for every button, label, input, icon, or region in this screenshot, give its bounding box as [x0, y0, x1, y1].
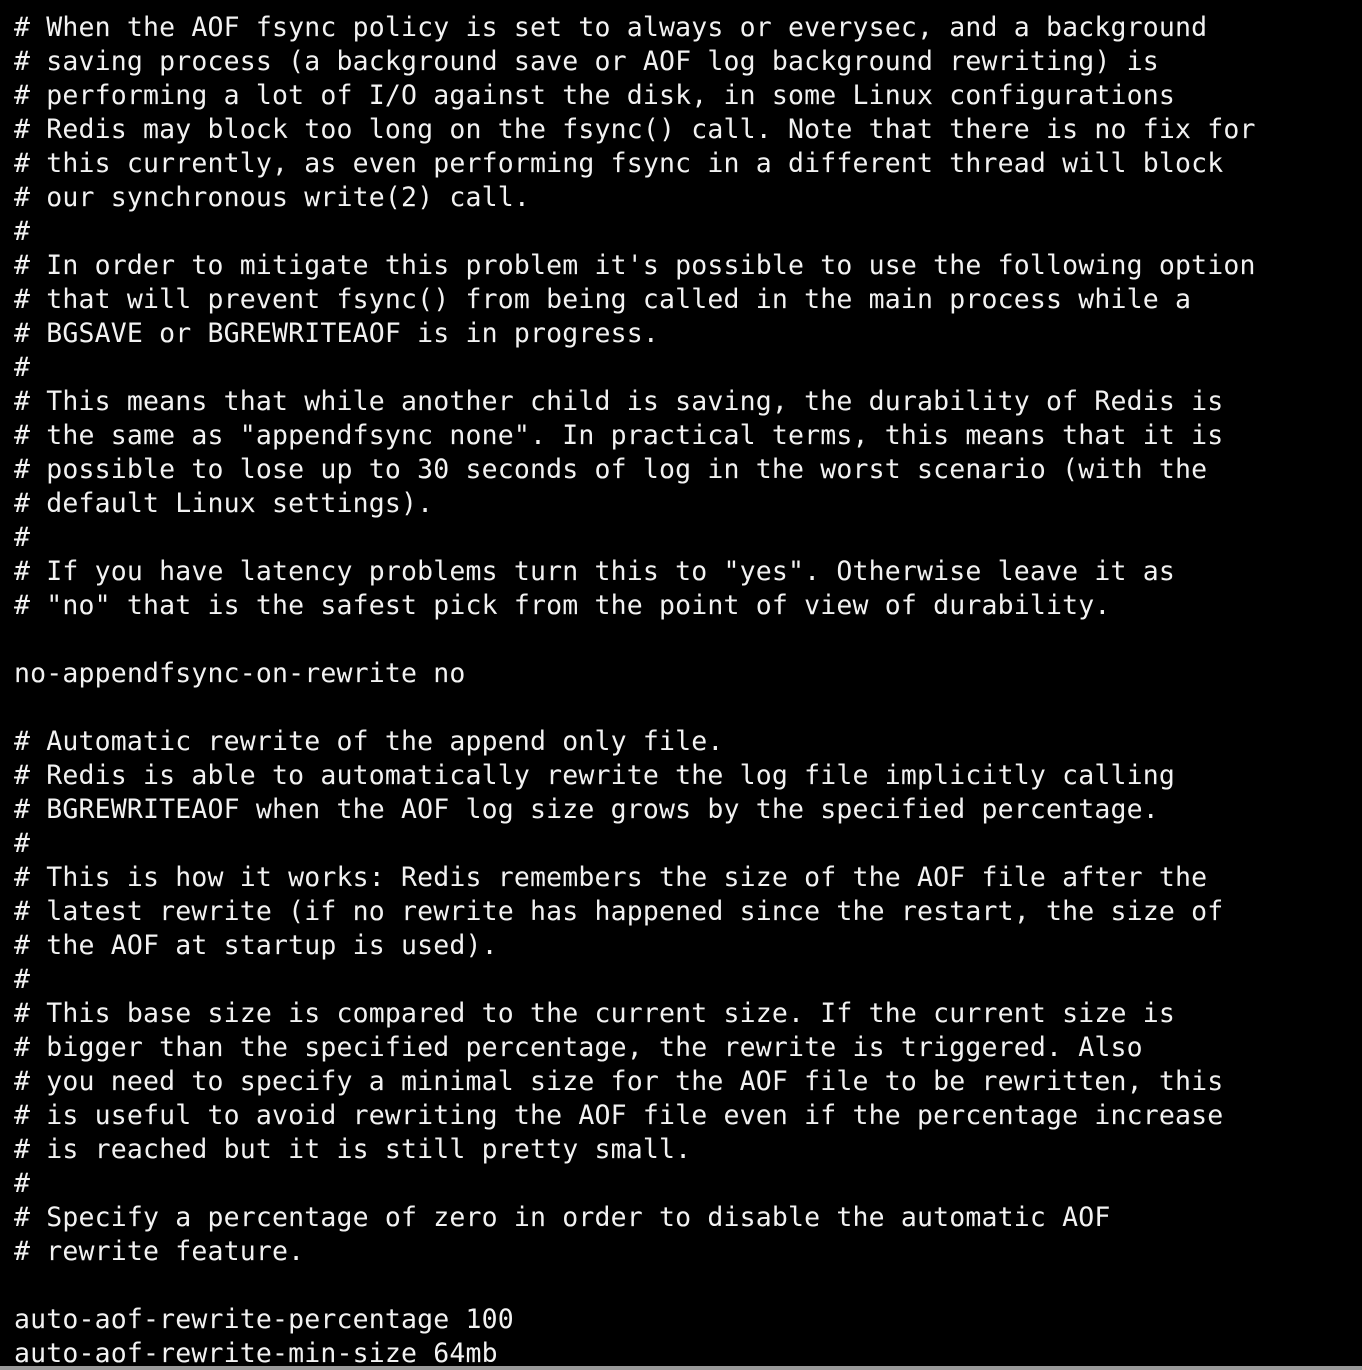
text-line: # that will prevent fsync() from being called in the main process while a [14, 284, 1192, 315]
text-line: # [14, 216, 31, 247]
text-line: # bigger than the specified percentage, the rewrite is triggered. Also [14, 1032, 1143, 1063]
text-line: # Redis may block too long on the fsync() call. Note that there is no fix for [14, 114, 1256, 145]
blank-line [14, 691, 1256, 725]
text-line: # rewrite feature. [14, 1236, 305, 1267]
text-line: # [14, 1168, 31, 1199]
config-directive-auto-aof-rewrite-min-size: auto-aof-rewrite-min-size 64mb [14, 1338, 498, 1366]
config-file-text[interactable] [14, 11, 1256, 1366]
text-line: # This base size is compared to the current size. If the current size is [14, 998, 1175, 1029]
text-line: # Automatic rewrite of the append only file. [14, 726, 724, 757]
text-line: # [14, 828, 31, 859]
text-line: # this currently, as even performing fsync in a different thread will block [14, 148, 1224, 179]
text-line: # is useful to avoid rewriting the AOF file even if the percentage increase [14, 1100, 1224, 1131]
text-line: # [14, 964, 31, 995]
text-line: # BGREWRITEAOF when the AOF log size grows by the specified percentage. [14, 794, 1159, 825]
text-line: # If you have latency problems turn this to "yes". Otherwise leave it as [14, 556, 1175, 587]
config-directive-auto-aof-rewrite-percentage: auto-aof-rewrite-percentage 100 [14, 1304, 514, 1335]
text-line: # the same as "appendfsync none". In practical terms, this means that it is [14, 420, 1224, 451]
text-line: # our synchronous write(2) call. [14, 182, 530, 213]
text-line: # possible to lose up to 30 seconds of log in the worst scenario (with the [14, 454, 1208, 485]
text-line: # saving process (a background save or AOF log background rewriting) is [14, 46, 1159, 77]
config-directive-no-appendfsync-on-rewrite: no-appendfsync-on-rewrite no [14, 658, 466, 689]
text-line: # When the AOF fsync policy is set to always or everysec, and a background [14, 12, 1208, 43]
text-line: # default Linux settings). [14, 488, 434, 519]
text-line: # This means that while another child is saving, the durability of Redis is [14, 386, 1224, 417]
text-line: # This is how it works: Redis remembers the size of the AOF file after the [14, 862, 1208, 893]
text-line: # BGSAVE or BGREWRITEAOF is in progress. [14, 318, 659, 349]
text-line: # "no" that is the safest pick from the point of view of durability. [14, 590, 1111, 621]
blank-line [14, 1269, 1256, 1303]
text-line: # In order to mitigate this problem it's possible to use the following option [14, 250, 1256, 281]
text-line: # is reached but it is still pretty small. [14, 1134, 692, 1165]
text-line: # you need to specify a minimal size for the AOF file to be rewritten, this [14, 1066, 1224, 1097]
blank-line [14, 623, 1256, 657]
text-line: # performing a lot of I/O against the disk, in some Linux configurations [14, 80, 1175, 111]
text-line: # Redis is able to automatically rewrite the log file implicitly calling [14, 760, 1175, 791]
text-line: # [14, 522, 31, 553]
text-line: # [14, 352, 31, 383]
window-bottom-edge [0, 1366, 1362, 1370]
text-line: # Specify a percentage of zero in order to disable the automatic AOF [14, 1202, 1111, 1233]
text-line: # the AOF at startup is used). [14, 930, 498, 961]
text-line: # latest rewrite (if no rewrite has happened since the restart, the size of [14, 896, 1224, 927]
